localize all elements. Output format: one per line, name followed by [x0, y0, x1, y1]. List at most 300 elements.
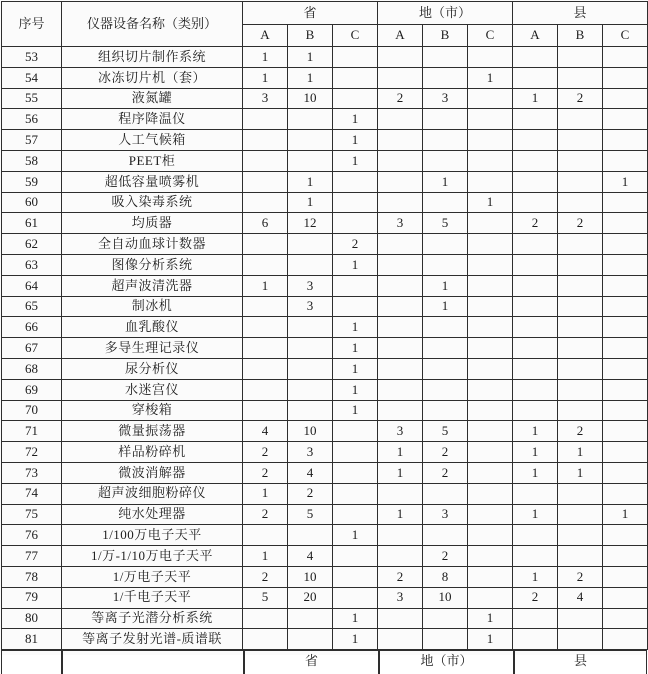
header-group-province: 省: [243, 2, 378, 25]
count-cell: [513, 192, 558, 213]
equipment-name: 1/千电子天平: [62, 587, 243, 608]
count-cell: [378, 171, 423, 192]
count-cell: [558, 608, 603, 629]
header-province-c: C: [333, 25, 378, 47]
count-cell: [423, 67, 468, 88]
count-cell: 10: [423, 587, 468, 608]
count-cell: [423, 234, 468, 255]
header-county-b: B: [558, 25, 603, 47]
equipment-table: [1, 1, 648, 650]
count-cell: [558, 109, 603, 130]
count-cell: [288, 379, 333, 400]
count-cell: [333, 296, 378, 317]
row-number: 61: [2, 213, 62, 234]
row-number: 70: [2, 400, 62, 421]
count-cell: [288, 629, 333, 650]
count-cell: [333, 566, 378, 587]
count-cell: 2: [558, 213, 603, 234]
count-cell: [513, 109, 558, 130]
count-cell: 5: [423, 421, 468, 442]
count-cell: [513, 47, 558, 68]
count-cell: [378, 47, 423, 68]
count-cell: 6: [243, 213, 288, 234]
table-row: [2, 234, 648, 255]
count-cell: [243, 109, 288, 130]
count-cell: 20: [288, 587, 333, 608]
equipment-name: 均质器: [62, 213, 243, 234]
header-group-row: [2, 2, 648, 25]
count-cell: [603, 566, 648, 587]
table-header: [2, 2, 648, 47]
table-row: [2, 442, 648, 463]
count-cell: 1: [603, 504, 648, 525]
count-cell: [558, 47, 603, 68]
count-cell: 1: [333, 525, 378, 546]
count-cell: 2: [243, 462, 288, 483]
count-cell: [333, 462, 378, 483]
table-row: [2, 462, 648, 483]
count-cell: [288, 150, 333, 171]
count-cell: 3: [288, 296, 333, 317]
count-cell: [468, 546, 513, 567]
count-cell: [603, 587, 648, 608]
count-cell: 2: [288, 483, 333, 504]
count-cell: 1: [513, 566, 558, 587]
equipment-name: 制冰机: [62, 296, 243, 317]
count-cell: [468, 88, 513, 109]
count-cell: [333, 504, 378, 525]
count-cell: 1: [423, 296, 468, 317]
count-cell: [423, 192, 468, 213]
count-cell: [468, 130, 513, 151]
equipment-name: 水迷宫仪: [62, 379, 243, 400]
equipment-name: 穿梭箱: [62, 400, 243, 421]
table-row: [2, 88, 648, 109]
count-cell: 1: [243, 47, 288, 68]
count-cell: [243, 338, 288, 359]
equipment-name: 吸入染毒系统: [62, 192, 243, 213]
count-cell: [603, 109, 648, 130]
count-cell: [603, 546, 648, 567]
count-cell: [288, 254, 333, 275]
row-number: 73: [2, 462, 62, 483]
count-cell: [603, 421, 648, 442]
count-cell: 1: [333, 150, 378, 171]
count-cell: 2: [378, 88, 423, 109]
next-header-province: 省: [244, 651, 379, 674]
row-number: 72: [2, 442, 62, 463]
count-cell: [603, 379, 648, 400]
table-row: [2, 525, 648, 546]
equipment-name: 全自动血球计数器: [62, 234, 243, 255]
count-cell: [513, 130, 558, 151]
count-cell: [378, 150, 423, 171]
count-cell: [603, 150, 648, 171]
row-number: 59: [2, 171, 62, 192]
row-number: 79: [2, 587, 62, 608]
row-number: 81: [2, 629, 62, 650]
count-cell: [558, 254, 603, 275]
row-number: 54: [2, 67, 62, 88]
count-cell: [333, 483, 378, 504]
count-cell: [513, 171, 558, 192]
count-cell: 1: [513, 462, 558, 483]
table-row: [2, 275, 648, 296]
count-cell: [333, 587, 378, 608]
count-cell: 4: [558, 587, 603, 608]
count-cell: 1: [513, 88, 558, 109]
count-cell: [513, 150, 558, 171]
count-cell: [468, 47, 513, 68]
header-prefecture-a: A: [378, 25, 423, 47]
count-cell: [468, 254, 513, 275]
count-cell: [468, 109, 513, 130]
count-cell: 1: [468, 67, 513, 88]
row-number: 55: [2, 88, 62, 109]
count-cell: [423, 338, 468, 359]
row-number: 57: [2, 130, 62, 151]
count-cell: [378, 546, 423, 567]
count-cell: [333, 421, 378, 442]
count-cell: [603, 130, 648, 151]
count-cell: 1: [333, 254, 378, 275]
count-cell: 1: [378, 504, 423, 525]
equipment-name: 超低容量喷雾机: [62, 171, 243, 192]
next-header-prefecture: 地（市）: [379, 651, 514, 674]
header-province-a: A: [243, 25, 288, 47]
count-cell: 1: [468, 608, 513, 629]
table-body: [2, 47, 648, 650]
header-county-a: A: [513, 25, 558, 47]
count-cell: [333, 192, 378, 213]
count-cell: [468, 379, 513, 400]
table-row: [2, 358, 648, 379]
equipment-name: 程序降温仪: [62, 109, 243, 130]
row-number: 76: [2, 525, 62, 546]
count-cell: 8: [423, 566, 468, 587]
count-cell: [333, 442, 378, 463]
count-cell: [603, 88, 648, 109]
count-cell: [378, 130, 423, 151]
count-cell: [603, 400, 648, 421]
count-cell: 1: [558, 442, 603, 463]
count-cell: [558, 379, 603, 400]
count-cell: 2: [423, 546, 468, 567]
table-row: [2, 504, 648, 525]
header-equipment-name: 仪器设备名称（类别）: [62, 2, 243, 47]
count-cell: [513, 317, 558, 338]
count-cell: [288, 400, 333, 421]
count-cell: [513, 358, 558, 379]
count-cell: [558, 296, 603, 317]
equipment-name: 1/万-1/10万电子天平: [62, 546, 243, 567]
count-cell: [243, 358, 288, 379]
count-cell: [558, 317, 603, 338]
count-cell: [603, 525, 648, 546]
header-group-prefecture: 地（市）: [378, 2, 513, 25]
equipment-name: 纯水处理器: [62, 504, 243, 525]
count-cell: 1: [288, 67, 333, 88]
count-cell: [603, 275, 648, 296]
count-cell: 1: [423, 171, 468, 192]
count-cell: 1: [333, 629, 378, 650]
header-prefecture-c: C: [468, 25, 513, 47]
count-cell: 5: [288, 504, 333, 525]
count-cell: [243, 254, 288, 275]
count-cell: [378, 629, 423, 650]
count-cell: [423, 483, 468, 504]
equipment-name: 微量振荡器: [62, 421, 243, 442]
count-cell: [243, 629, 288, 650]
equipment-name: 1/万电子天平: [62, 566, 243, 587]
count-cell: [558, 483, 603, 504]
row-number: 77: [2, 546, 62, 567]
table-row: [2, 109, 648, 130]
count-cell: [423, 400, 468, 421]
next-header-name-cell: [62, 651, 244, 674]
count-cell: [603, 608, 648, 629]
count-cell: 3: [378, 587, 423, 608]
count-cell: 1: [423, 275, 468, 296]
table-row: [2, 47, 648, 68]
count-cell: [378, 317, 423, 338]
row-number: 75: [2, 504, 62, 525]
row-number: 74: [2, 483, 62, 504]
row-number: 58: [2, 150, 62, 171]
count-cell: 2: [423, 442, 468, 463]
count-cell: 1: [468, 629, 513, 650]
count-cell: [468, 442, 513, 463]
count-cell: [243, 525, 288, 546]
count-cell: [468, 566, 513, 587]
count-cell: [558, 150, 603, 171]
count-cell: 1: [378, 442, 423, 463]
count-cell: 1: [513, 442, 558, 463]
count-cell: [378, 338, 423, 359]
count-cell: [468, 338, 513, 359]
row-number: 60: [2, 192, 62, 213]
next-header-index-cell: [1, 651, 62, 674]
row-number: 66: [2, 317, 62, 338]
count-cell: 1: [333, 338, 378, 359]
count-cell: [468, 400, 513, 421]
count-cell: 2: [243, 566, 288, 587]
table-row: [2, 400, 648, 421]
count-cell: 1: [333, 317, 378, 338]
equipment-name: 等离子发射光谱-质谱联: [62, 629, 243, 650]
row-number: 63: [2, 254, 62, 275]
row-number: 78: [2, 566, 62, 587]
count-cell: [333, 47, 378, 68]
next-page-header-strip: [1, 650, 647, 674]
count-cell: [423, 150, 468, 171]
count-cell: [333, 546, 378, 567]
table-row: [2, 317, 648, 338]
count-cell: 2: [558, 88, 603, 109]
count-cell: [243, 171, 288, 192]
equipment-name: 尿分析仪: [62, 358, 243, 379]
count-cell: [558, 525, 603, 546]
row-number: 80: [2, 608, 62, 629]
count-cell: 2: [243, 442, 288, 463]
count-cell: [423, 358, 468, 379]
table-row: [2, 130, 648, 151]
table-row: [2, 171, 648, 192]
count-cell: [558, 504, 603, 525]
count-cell: [513, 379, 558, 400]
table-row: [2, 566, 648, 587]
count-cell: 2: [378, 566, 423, 587]
table-row: [2, 338, 648, 359]
count-cell: 1: [468, 192, 513, 213]
count-cell: [468, 587, 513, 608]
count-cell: 1: [513, 421, 558, 442]
row-number: 67: [2, 338, 62, 359]
count-cell: 4: [243, 421, 288, 442]
count-cell: [558, 629, 603, 650]
count-cell: [378, 379, 423, 400]
table-row: [2, 483, 648, 504]
count-cell: 4: [288, 546, 333, 567]
table-row: [2, 296, 648, 317]
table-row: [2, 150, 648, 171]
count-cell: [423, 629, 468, 650]
equipment-name: PEET柜: [62, 150, 243, 171]
count-cell: 3: [378, 213, 423, 234]
table-row: [2, 629, 648, 650]
table-row: [2, 546, 648, 567]
count-cell: 1: [243, 275, 288, 296]
row-number: 64: [2, 275, 62, 296]
row-number: 69: [2, 379, 62, 400]
count-cell: 1: [243, 483, 288, 504]
count-cell: [558, 67, 603, 88]
equipment-name: 超声波细胞粉碎仪: [62, 483, 243, 504]
count-cell: [603, 462, 648, 483]
count-cell: [423, 608, 468, 629]
count-cell: [558, 338, 603, 359]
count-cell: 1: [333, 400, 378, 421]
count-cell: [468, 483, 513, 504]
count-cell: [603, 192, 648, 213]
count-cell: [603, 629, 648, 650]
count-cell: [603, 483, 648, 504]
count-cell: [333, 88, 378, 109]
count-cell: 4: [288, 462, 333, 483]
table-row: [2, 608, 648, 629]
count-cell: [558, 234, 603, 255]
count-cell: [243, 130, 288, 151]
count-cell: [513, 483, 558, 504]
count-cell: [288, 234, 333, 255]
count-cell: [468, 150, 513, 171]
equipment-name: 液氮罐: [62, 88, 243, 109]
count-cell: [468, 504, 513, 525]
count-cell: [558, 130, 603, 151]
count-cell: 1: [288, 171, 333, 192]
count-cell: 1: [288, 192, 333, 213]
count-cell: [378, 109, 423, 130]
count-cell: [288, 109, 333, 130]
table-row: [2, 192, 648, 213]
equipment-name: 组织切片制作系统: [62, 47, 243, 68]
count-cell: 3: [288, 442, 333, 463]
count-cell: 3: [423, 504, 468, 525]
count-cell: 1: [333, 358, 378, 379]
count-cell: [378, 608, 423, 629]
count-cell: 10: [288, 421, 333, 442]
count-cell: [288, 317, 333, 338]
row-number: 53: [2, 47, 62, 68]
count-cell: [243, 234, 288, 255]
count-cell: [468, 462, 513, 483]
count-cell: 1: [243, 546, 288, 567]
count-cell: [603, 47, 648, 68]
count-cell: [423, 317, 468, 338]
count-cell: [468, 358, 513, 379]
count-cell: [603, 442, 648, 463]
count-cell: 3: [288, 275, 333, 296]
count-cell: [513, 629, 558, 650]
count-cell: [558, 275, 603, 296]
count-cell: [288, 130, 333, 151]
count-cell: [513, 546, 558, 567]
count-cell: 2: [558, 421, 603, 442]
count-cell: [603, 358, 648, 379]
table-row: [2, 421, 648, 442]
header-county-c: C: [603, 25, 648, 47]
count-cell: [288, 608, 333, 629]
table-row: [2, 67, 648, 88]
count-cell: [513, 608, 558, 629]
table-row: [2, 254, 648, 275]
count-cell: [333, 213, 378, 234]
count-cell: 1: [333, 379, 378, 400]
count-cell: 1: [243, 67, 288, 88]
count-cell: [378, 254, 423, 275]
count-cell: [333, 275, 378, 296]
count-cell: [243, 192, 288, 213]
equipment-name: 超声波清洗器: [62, 275, 243, 296]
count-cell: 12: [288, 213, 333, 234]
count-cell: [558, 358, 603, 379]
count-cell: [513, 275, 558, 296]
count-cell: 1: [333, 608, 378, 629]
count-cell: [378, 400, 423, 421]
count-cell: [513, 67, 558, 88]
count-cell: [378, 296, 423, 317]
count-cell: [513, 254, 558, 275]
count-cell: 1: [333, 109, 378, 130]
count-cell: 3: [423, 88, 468, 109]
row-number: 65: [2, 296, 62, 317]
count-cell: [243, 379, 288, 400]
count-cell: [243, 150, 288, 171]
count-cell: [423, 109, 468, 130]
count-cell: [558, 192, 603, 213]
count-cell: [378, 483, 423, 504]
equipment-name: 1/100万电子天平: [62, 525, 243, 546]
count-cell: [378, 192, 423, 213]
count-cell: [558, 400, 603, 421]
count-cell: [243, 317, 288, 338]
equipment-name: 冰冻切片机（套）: [62, 67, 243, 88]
header-prefecture-b: B: [423, 25, 468, 47]
next-page-header-partial: [1, 650, 647, 668]
count-cell: 2: [333, 234, 378, 255]
count-cell: 5: [423, 213, 468, 234]
count-cell: [423, 130, 468, 151]
